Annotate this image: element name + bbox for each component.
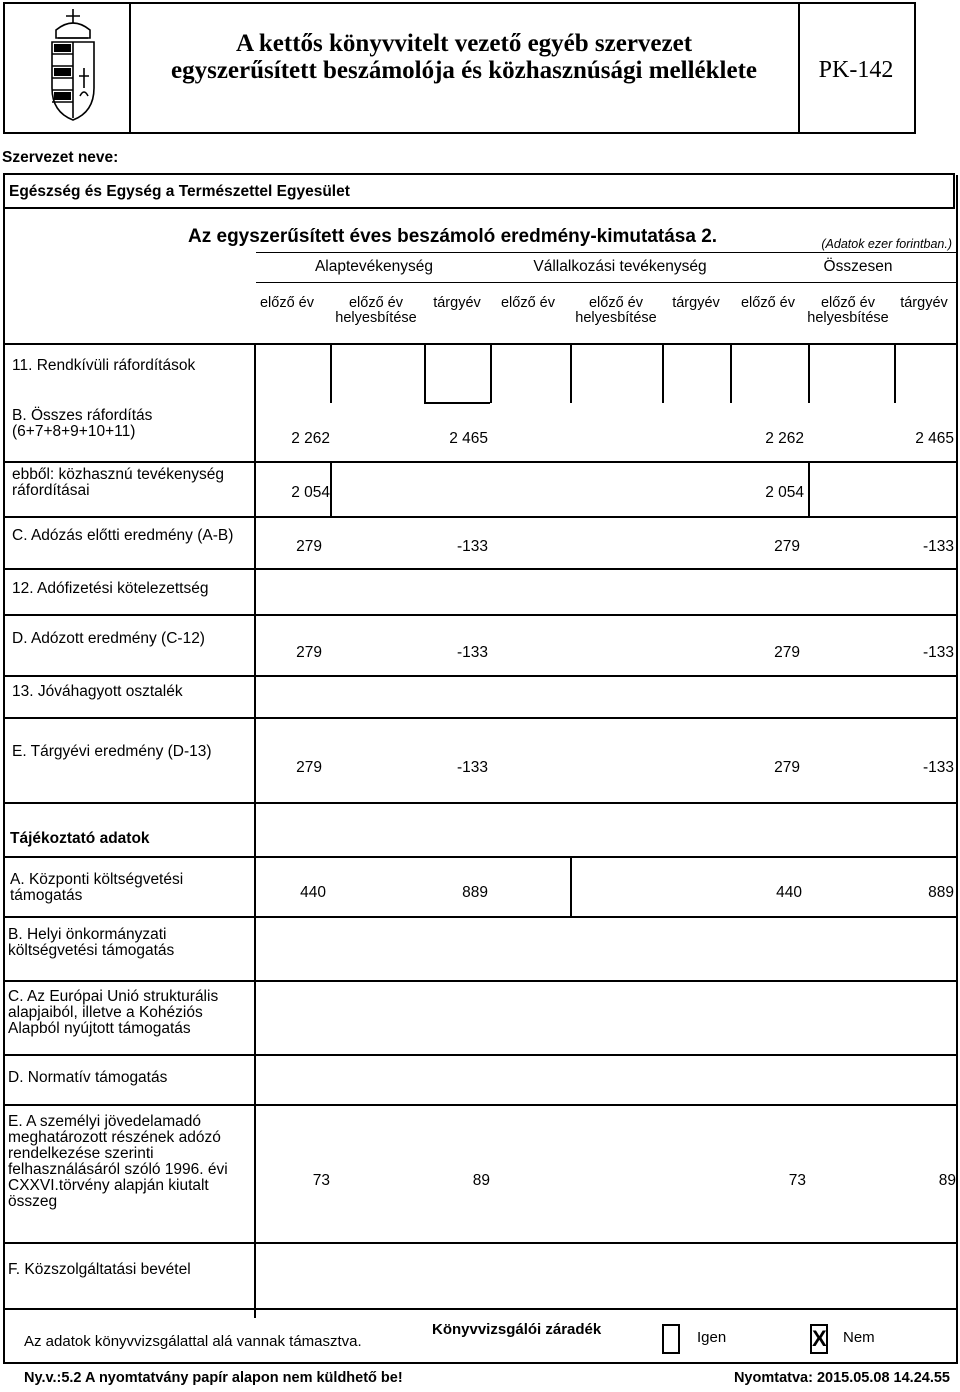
vall-corr-header-1: előző év xyxy=(588,295,643,311)
ossz-corr-header xyxy=(798,296,898,326)
col-line-d xyxy=(570,343,572,403)
info-label-A-2: támogatás xyxy=(10,887,83,904)
audit-no-label: Nem xyxy=(843,1329,875,1346)
iE-ossz-curr: 89 xyxy=(938,1172,956,1189)
info-label-D: D. Normatív támogatás xyxy=(8,1069,168,1086)
org-name-label: Szervezet neve: xyxy=(2,149,119,166)
ossz-corr-header-1: előző év xyxy=(820,295,875,311)
row-label-12: 12. Adófizetési kötelezettség xyxy=(12,580,209,597)
rE-ossz-curr: -133 xyxy=(922,759,954,776)
info-title: Tájékoztató adatok xyxy=(10,830,150,847)
unit-note: (Adatok ezer forintban.) xyxy=(821,237,952,251)
alap-curr-header: tárgyév xyxy=(433,295,481,311)
rB-ossz-prev: 2 262 xyxy=(765,430,804,447)
group-header-rule xyxy=(256,252,956,253)
col-line-koz-b xyxy=(808,461,810,517)
org-name-value: Egészség és Egység a Természettel Egyesület xyxy=(9,183,350,200)
rC-ossz-curr: -133 xyxy=(922,538,954,555)
row-rule-13 xyxy=(3,717,958,719)
rB-alap-curr: 2 465 xyxy=(449,430,488,447)
info-title-rule xyxy=(3,856,958,858)
row-label-kozhasznu xyxy=(12,467,224,499)
info-label-A-1: A. Központi költségvetési xyxy=(10,871,184,888)
group-alap: Alaptevékenység xyxy=(314,258,434,275)
iA-alap-prev: 440 xyxy=(300,884,326,901)
row-rule-12 xyxy=(3,614,958,616)
iA-ossz-curr: 889 xyxy=(928,884,954,901)
col-line-koz-a xyxy=(330,461,332,517)
row-label-B-2: (6+7+8+9+10+11) xyxy=(12,423,136,440)
row-rule-E xyxy=(3,802,958,804)
row-rule-D xyxy=(3,675,958,677)
short-cell-rule xyxy=(424,402,490,404)
info-label-C-1: C. Az Európai Unió strukturális xyxy=(8,988,219,1005)
footer-left: Ny.v.:5.2 A nyomtatvány papír alapon nem küldhető be! xyxy=(24,1370,403,1386)
rB-alap-prev: 2 262 xyxy=(291,430,330,447)
row-rule-C xyxy=(3,568,958,570)
rE-alap-curr: -133 xyxy=(456,759,488,776)
alap-corr-header xyxy=(326,296,426,326)
col-header-rule xyxy=(256,282,956,283)
col-line-a xyxy=(330,343,332,403)
col-line-g xyxy=(808,343,810,403)
form-title-line1: A kettős könyvvitelt vezető egyéb szervezet xyxy=(235,30,693,57)
col-line-e xyxy=(662,343,664,403)
info-rule-A xyxy=(3,916,958,918)
ossz-corr-header-2: helyesbítése xyxy=(807,310,889,326)
info-label-B-2: költségvetési támogatás xyxy=(8,942,175,959)
group-vall: Vállalkozási tevékenység xyxy=(533,258,707,275)
rD-alap-prev: 279 xyxy=(296,644,322,661)
table-left-border xyxy=(3,207,5,1364)
header-bottom-rule xyxy=(3,343,958,345)
vall-prev-header: előző év xyxy=(500,295,555,311)
info-label-A xyxy=(10,872,183,904)
info-label-C-3: Alapból nyújtott támogatás xyxy=(8,1020,191,1037)
info-rule-F xyxy=(3,1308,958,1310)
row-label-kozhasznu-2: ráfordításai xyxy=(12,482,90,499)
coat-of-arms-icon xyxy=(44,6,102,126)
rKoz-ossz-prev: 2 054 xyxy=(765,484,804,501)
row-label-B-1: B. Összes ráfordítás xyxy=(12,407,153,424)
iE-ossz-prev: 73 xyxy=(788,1172,806,1189)
iA-ossz-prev: 440 xyxy=(776,884,802,901)
info-label-E-4: felhasználásáról szóló 1996. évi xyxy=(8,1161,228,1178)
info-col-line-a xyxy=(570,856,572,916)
info-rule-B xyxy=(3,980,958,982)
rC-alap-curr: -133 xyxy=(456,538,488,555)
info-label-F: F. Közszolgáltatási bevétel xyxy=(8,1261,191,1278)
col-line-h xyxy=(894,343,896,403)
info-label-C xyxy=(8,989,218,1037)
form-title-line2: egyszerűsített beszámolója és közhasznúsági melléklete xyxy=(171,57,757,84)
audit-title: Könyvvizsgálói záradék xyxy=(432,1321,602,1338)
alap-corr-header-2: helyesbítése xyxy=(335,310,417,326)
col-line-c xyxy=(490,343,492,403)
audit-statement: Az adatok könyvvizsgálattal alá vannak támasztva. xyxy=(24,1333,362,1350)
vall-corr-header-2: helyesbítése xyxy=(575,310,657,326)
info-label-E-6: összeg xyxy=(8,1193,58,1210)
alap-prev-header: előző év xyxy=(259,295,314,311)
ossz-curr-header: tárgyév xyxy=(900,295,948,311)
row-label-B xyxy=(12,408,152,440)
row-label-13: 13. Jóváhagyott osztalék xyxy=(12,683,183,700)
info-label-E-2: meghatározott részének adózó xyxy=(8,1129,221,1146)
vall-corr-header xyxy=(566,296,666,326)
footer-right: Nyomtatva: 2015.05.08 14.24.55 xyxy=(733,1370,950,1386)
audit-yes-checkbox[interactable] xyxy=(662,1324,680,1354)
rE-ossz-prev: 279 xyxy=(774,759,800,776)
iE-alap-prev: 73 xyxy=(312,1172,330,1189)
group-ossz: Összesen xyxy=(823,258,893,275)
table-right-border xyxy=(956,175,958,1364)
info-label-B-1: B. Helyi önkormányzati xyxy=(8,926,167,943)
vall-curr-header: tárgyév xyxy=(672,295,720,311)
rE-alap-prev: 279 xyxy=(296,759,322,776)
row-rule-B xyxy=(3,461,958,463)
row-label-kozhasznu-1: ebből: közhasznú tevékenység xyxy=(12,466,224,483)
ossz-prev-header: előző év xyxy=(740,295,795,311)
col-line-b xyxy=(424,343,426,403)
iA-alap-curr: 889 xyxy=(462,884,488,901)
info-label-E xyxy=(8,1114,228,1210)
info-label-col-line xyxy=(254,802,256,1318)
rKoz-alap-prev: 2 054 xyxy=(291,484,330,501)
row-label-11: 11. Rendkívüli ráfordítások xyxy=(12,357,196,374)
rD-ossz-curr: -133 xyxy=(922,644,954,661)
audit-no-checkbox[interactable]: X xyxy=(810,1324,828,1354)
statement-title: Az egyszerűsített éves beszámoló eredmény-kimutatása 2. xyxy=(188,226,718,247)
form-code: PK-142 xyxy=(818,57,894,83)
info-label-E-1: E. A személyi jövedelamadó xyxy=(8,1113,201,1130)
rD-ossz-prev: 279 xyxy=(774,644,800,661)
row-label-C: C. Adózás előtti eredmény (A-B) xyxy=(12,527,234,544)
rD-alap-curr: -133 xyxy=(456,644,488,661)
row-rule-koz xyxy=(3,516,958,518)
info-rule-D xyxy=(3,1104,958,1106)
row-label-E: E. Tárgyévi eredmény (D-13) xyxy=(12,743,212,760)
audit-bottom-rule xyxy=(3,1362,958,1364)
rC-ossz-prev: 279 xyxy=(774,538,800,555)
label-col-line xyxy=(254,343,256,803)
iE-alap-curr: 89 xyxy=(472,1172,490,1189)
col-line-f xyxy=(730,343,732,403)
rC-alap-prev: 279 xyxy=(296,538,322,555)
row-label-D: D. Adózott eredmény (C-12) xyxy=(12,630,205,647)
info-label-E-5: CXXVI.törvény alapján kiutalt xyxy=(8,1177,209,1194)
info-rule-C xyxy=(3,1054,958,1056)
alap-corr-header-1: előző év xyxy=(348,295,403,311)
info-rule-E xyxy=(3,1242,958,1244)
info-label-C-2: alapjaiból, illetve a Kohéziós xyxy=(8,1004,203,1021)
org-name-box-right xyxy=(953,173,955,209)
rB-ossz-curr: 2 465 xyxy=(915,430,954,447)
audit-yes-label: Igen xyxy=(697,1329,727,1346)
info-label-B xyxy=(8,927,174,959)
info-label-E-3: rendelkezése szerinti xyxy=(8,1145,154,1162)
